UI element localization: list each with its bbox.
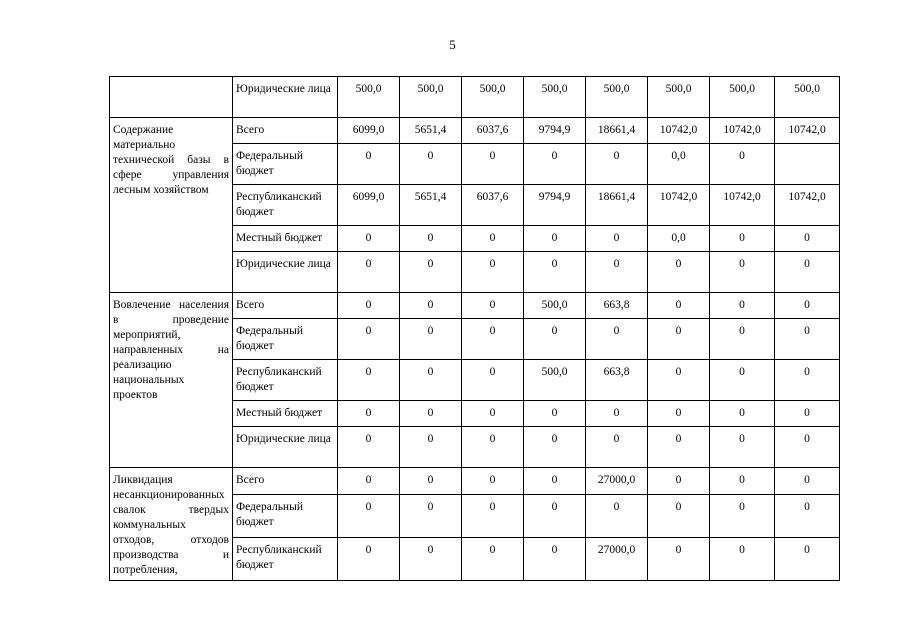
funding-source-cell: Федеральный бюджет	[233, 319, 338, 360]
value-cell: 10742,0	[710, 118, 775, 144]
value-cell: 500,0	[338, 77, 400, 118]
value-cell: 0	[400, 293, 462, 319]
value-cell	[775, 144, 840, 185]
value-cell: 500,0	[775, 77, 840, 118]
value-cell: 0	[775, 401, 840, 427]
value-cell: 0	[462, 252, 524, 293]
value-cell: 0	[338, 401, 400, 427]
value-cell: 500,0	[524, 293, 586, 319]
value-cell: 0,0	[648, 144, 710, 185]
value-cell: 0	[400, 360, 462, 401]
value-cell: 0	[710, 144, 775, 185]
value-cell: 9794,9	[524, 185, 586, 226]
value-cell: 0	[710, 252, 775, 293]
table-row	[110, 293, 840, 319]
value-cell: 0	[710, 293, 775, 319]
funding-source-cell: Юридические лица	[233, 252, 338, 293]
value-cell: 500,0	[400, 77, 462, 118]
value-cell: 0	[524, 226, 586, 252]
value-cell: 0	[648, 468, 710, 495]
table-row	[110, 468, 840, 495]
activity-cell: Содержание материально технической базы в сфере управления лесным хозяйством	[110, 118, 233, 293]
value-cell: 0	[462, 427, 524, 468]
value-cell: 0	[648, 252, 710, 293]
value-cell: 500,0	[524, 360, 586, 401]
funding-source-cell: Всего	[233, 118, 338, 144]
funding-source-cell: Федеральный бюджет	[233, 495, 338, 538]
value-cell: 500,0	[524, 77, 586, 118]
value-cell: 0	[775, 495, 840, 538]
value-cell: 0	[524, 252, 586, 293]
value-cell: 663,8	[586, 360, 648, 401]
value-cell: 0	[586, 401, 648, 427]
value-cell: 0	[524, 319, 586, 360]
value-cell: 0	[338, 226, 400, 252]
value-cell: 0	[586, 144, 648, 185]
value-cell: 5651,4	[400, 118, 462, 144]
value-cell: 0	[648, 401, 710, 427]
budget-table	[109, 76, 840, 581]
activity-cell	[110, 77, 233, 118]
value-cell: 6037,6	[462, 185, 524, 226]
value-cell: 0	[775, 427, 840, 468]
value-cell: 0	[462, 401, 524, 427]
table-row	[110, 118, 840, 144]
value-cell: 500,0	[648, 77, 710, 118]
value-cell: 10742,0	[775, 118, 840, 144]
value-cell: 0	[775, 252, 840, 293]
value-cell: 0	[586, 226, 648, 252]
value-cell: 10742,0	[648, 185, 710, 226]
activity-cell: Ликвидация несанкционированных свалок твердых коммунальных отходов, отходов производства и потребления,	[110, 468, 233, 581]
funding-source-cell: Республиканский бюджет	[233, 360, 338, 401]
value-cell: 18661,4	[586, 118, 648, 144]
funding-source-cell: Юридические лица	[233, 427, 338, 468]
value-cell: 27000,0	[586, 468, 648, 495]
value-cell: 18661,4	[586, 185, 648, 226]
value-cell: 0	[524, 495, 586, 538]
value-cell: 500,0	[462, 77, 524, 118]
table-row	[110, 77, 840, 118]
value-cell: 6099,0	[338, 185, 400, 226]
value-cell: 0	[524, 538, 586, 581]
value-cell: 0	[586, 427, 648, 468]
value-cell: 0	[524, 144, 586, 185]
funding-source-cell: Всего	[233, 293, 338, 319]
value-cell: 10742,0	[648, 118, 710, 144]
value-cell: 0	[462, 538, 524, 581]
value-cell: 0	[710, 226, 775, 252]
value-cell: 0	[338, 427, 400, 468]
value-cell: 0	[338, 538, 400, 581]
value-cell: 0	[462, 468, 524, 495]
value-cell: 0	[400, 538, 462, 581]
value-cell: 0	[462, 293, 524, 319]
value-cell: 0	[400, 226, 462, 252]
value-cell: 0,0	[648, 226, 710, 252]
value-cell: 0	[775, 226, 840, 252]
value-cell: 0	[586, 319, 648, 360]
value-cell: 0	[648, 495, 710, 538]
value-cell: 0	[524, 401, 586, 427]
value-cell: 0	[400, 319, 462, 360]
value-cell: 0	[775, 319, 840, 360]
value-cell: 0	[400, 495, 462, 538]
value-cell: 0	[710, 319, 775, 360]
value-cell: 0	[462, 360, 524, 401]
value-cell: 0	[710, 468, 775, 495]
value-cell: 0	[338, 468, 400, 495]
value-cell: 0	[648, 360, 710, 401]
value-cell: 0	[648, 319, 710, 360]
value-cell: 9794,9	[524, 118, 586, 144]
value-cell: 500,0	[586, 77, 648, 118]
value-cell: 0	[462, 226, 524, 252]
funding-source-cell: Республиканский бюджет	[233, 538, 338, 581]
page-number: 5	[449, 37, 456, 52]
value-cell: 0	[710, 401, 775, 427]
value-cell: 0	[524, 468, 586, 495]
value-cell: 0	[400, 468, 462, 495]
value-cell: 0	[648, 427, 710, 468]
value-cell: 0	[400, 427, 462, 468]
value-cell: 0	[462, 319, 524, 360]
value-cell: 0	[338, 144, 400, 185]
funding-source-cell: Республиканский бюджет	[233, 185, 338, 226]
value-cell: 0	[710, 360, 775, 401]
funding-source-cell: Федеральный бюджет	[233, 144, 338, 185]
value-cell: 0	[524, 427, 586, 468]
value-cell: 0	[338, 252, 400, 293]
value-cell: 10742,0	[710, 185, 775, 226]
value-cell: 0	[400, 401, 462, 427]
activity-cell: Вовлечение населения в проведение мероприятий, направленных на реализацию национальных проектов	[110, 293, 233, 468]
value-cell: 0	[586, 252, 648, 293]
value-cell: 0	[775, 468, 840, 495]
value-cell: 0	[710, 538, 775, 581]
funding-source-cell: Юридические лица	[233, 77, 338, 118]
value-cell: 0	[338, 495, 400, 538]
funding-source-cell: Всего	[233, 468, 338, 495]
value-cell: 0	[400, 144, 462, 185]
value-cell: 6099,0	[338, 118, 400, 144]
funding-source-cell: Местный бюджет	[233, 226, 338, 252]
funding-source-cell: Местный бюджет	[233, 401, 338, 427]
value-cell: 0	[710, 427, 775, 468]
value-cell: 0	[648, 293, 710, 319]
value-cell: 0	[462, 144, 524, 185]
value-cell: 663,8	[586, 293, 648, 319]
value-cell: 0	[338, 319, 400, 360]
value-cell: 500,0	[710, 77, 775, 118]
value-cell: 0	[586, 495, 648, 538]
value-cell: 0	[338, 360, 400, 401]
value-cell: 0	[462, 495, 524, 538]
value-cell: 0	[400, 252, 462, 293]
value-cell: 0	[775, 293, 840, 319]
value-cell: 0	[710, 495, 775, 538]
value-cell: 0	[775, 538, 840, 581]
value-cell: 6037,6	[462, 118, 524, 144]
value-cell: 5651,4	[400, 185, 462, 226]
value-cell: 0	[338, 293, 400, 319]
value-cell: 10742,0	[775, 185, 840, 226]
value-cell: 27000,0	[586, 538, 648, 581]
value-cell: 0	[775, 360, 840, 401]
value-cell: 0	[648, 538, 710, 581]
budget-table-body	[110, 77, 840, 581]
